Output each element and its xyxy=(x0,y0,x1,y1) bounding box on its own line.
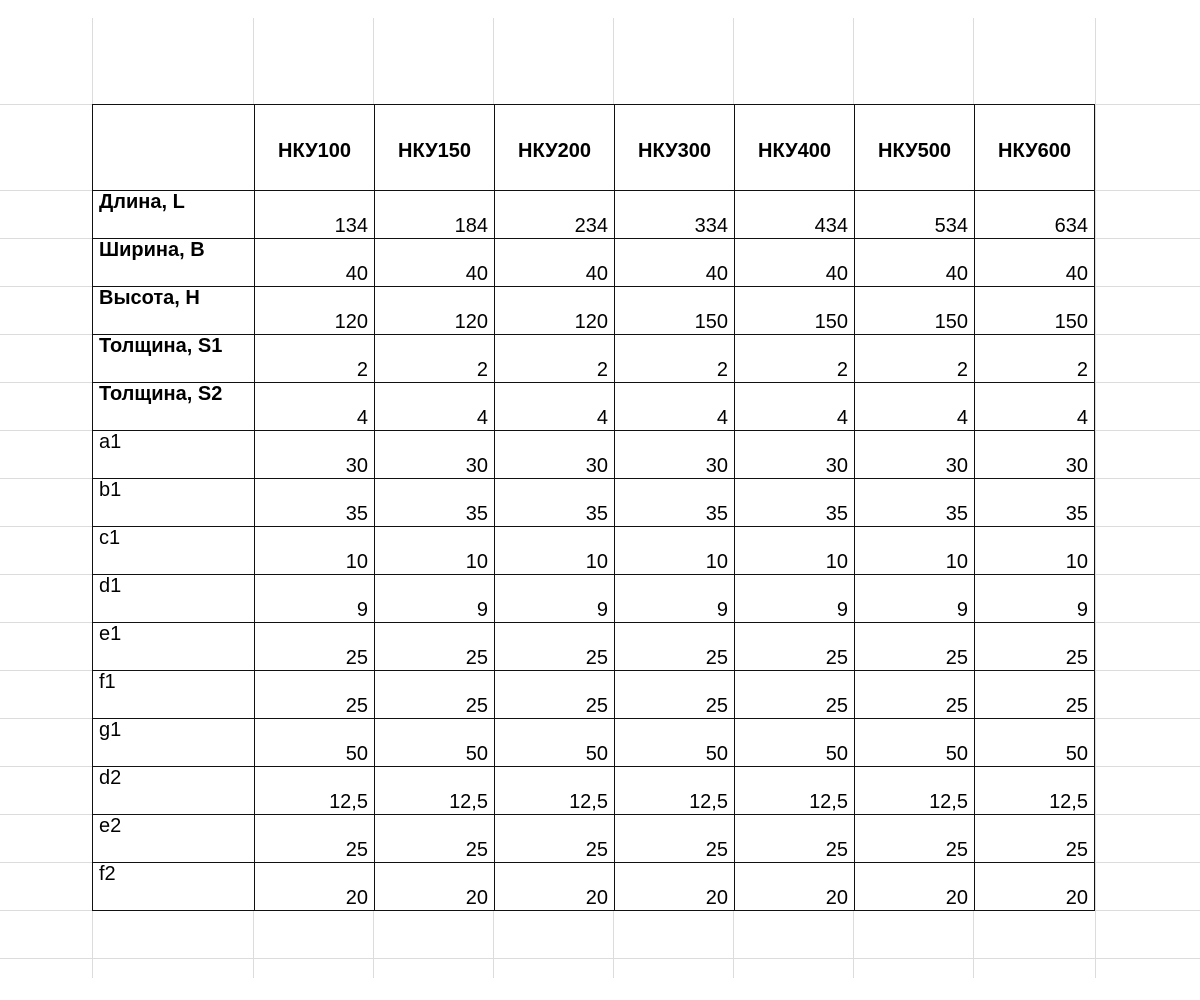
value-cell[interactable]: 40 xyxy=(615,239,735,287)
value-cell[interactable]: 25 xyxy=(615,623,735,671)
value-cell[interactable]: 50 xyxy=(495,719,615,767)
column-header[interactable]: НКУ200 xyxy=(495,105,615,191)
value-cell[interactable]: 25 xyxy=(255,623,375,671)
row-label-cell[interactable]: f2 xyxy=(93,863,255,911)
table-row xyxy=(93,191,1095,239)
value-cell[interactable]: 134 xyxy=(255,191,375,239)
value-cell[interactable]: 25 xyxy=(735,623,855,671)
value-cell[interactable]: 25 xyxy=(855,671,975,719)
value-cell[interactable]: 35 xyxy=(855,479,975,527)
value-cell[interactable]: 9 xyxy=(855,575,975,623)
value-cell[interactable]: 35 xyxy=(615,479,735,527)
value-cell[interactable]: 35 xyxy=(495,479,615,527)
value-cell[interactable]: 30 xyxy=(975,431,1095,479)
table-row xyxy=(93,527,1095,575)
table-row xyxy=(93,719,1095,767)
table-row xyxy=(93,431,1095,479)
value-cell[interactable]: 9 xyxy=(375,575,495,623)
row-label-cell[interactable]: Высота, H xyxy=(93,287,255,335)
value-cell[interactable]: 25 xyxy=(735,815,855,863)
value-cell[interactable]: 9 xyxy=(255,575,375,623)
value-cell[interactable]: 35 xyxy=(375,479,495,527)
value-cell[interactable]: 50 xyxy=(615,719,735,767)
table-row xyxy=(93,383,1095,431)
table-row xyxy=(93,623,1095,671)
value-cell[interactable]: 2 xyxy=(735,335,855,383)
value-cell[interactable]: 20 xyxy=(375,863,495,911)
value-cell[interactable]: 25 xyxy=(495,623,615,671)
gridline xyxy=(0,958,1200,959)
value-cell[interactable]: 40 xyxy=(735,239,855,287)
value-cell[interactable]: 25 xyxy=(855,815,975,863)
corner-cell[interactable] xyxy=(93,105,255,191)
value-cell[interactable]: 20 xyxy=(255,863,375,911)
value-cell[interactable]: 20 xyxy=(495,863,615,911)
value-cell[interactable]: 12,5 xyxy=(255,767,375,815)
row-label-cell[interactable]: e2 xyxy=(93,815,255,863)
table-row xyxy=(93,239,1095,287)
row-label-cell[interactable]: d1 xyxy=(93,575,255,623)
row-label-cell[interactable]: Ширина, B xyxy=(93,239,255,287)
value-cell[interactable]: 25 xyxy=(975,623,1095,671)
value-cell[interactable]: 25 xyxy=(375,623,495,671)
value-cell[interactable]: 2 xyxy=(615,335,735,383)
value-cell[interactable]: 120 xyxy=(255,287,375,335)
value-cell[interactable]: 35 xyxy=(735,479,855,527)
value-cell[interactable]: 150 xyxy=(735,287,855,335)
value-cell[interactable]: 234 xyxy=(495,191,615,239)
value-cell[interactable]: 25 xyxy=(975,815,1095,863)
value-cell[interactable]: 12,5 xyxy=(615,767,735,815)
value-cell[interactable]: 10 xyxy=(855,527,975,575)
row-label-cell[interactable]: a1 xyxy=(93,431,255,479)
value-cell[interactable]: 4 xyxy=(735,383,855,431)
value-cell[interactable]: 4 xyxy=(495,383,615,431)
value-cell[interactable]: 40 xyxy=(975,239,1095,287)
value-cell[interactable]: 25 xyxy=(855,623,975,671)
value-cell[interactable]: 4 xyxy=(975,383,1095,431)
value-cell[interactable]: 4 xyxy=(855,383,975,431)
row-label-cell[interactable]: Толщина, S1 xyxy=(93,335,255,383)
value-cell[interactable]: 9 xyxy=(615,575,735,623)
value-cell[interactable]: 40 xyxy=(255,239,375,287)
column-header[interactable]: НКУ100 xyxy=(255,105,375,191)
value-cell[interactable]: 4 xyxy=(375,383,495,431)
value-cell[interactable]: 10 xyxy=(255,527,375,575)
value-cell[interactable]: 534 xyxy=(855,191,975,239)
row-label-cell[interactable]: Длина, L xyxy=(93,191,255,239)
value-cell[interactable]: 120 xyxy=(375,287,495,335)
value-cell[interactable]: 10 xyxy=(495,527,615,575)
value-cell[interactable]: 12,5 xyxy=(855,767,975,815)
spec-table xyxy=(92,104,1095,911)
value-cell[interactable]: 50 xyxy=(735,719,855,767)
value-cell[interactable]: 25 xyxy=(375,815,495,863)
value-cell[interactable]: 2 xyxy=(975,335,1095,383)
row-label-cell[interactable]: g1 xyxy=(93,719,255,767)
value-cell[interactable]: 12,5 xyxy=(735,767,855,815)
value-cell[interactable]: 35 xyxy=(255,479,375,527)
table-row xyxy=(93,671,1095,719)
value-cell[interactable]: 2 xyxy=(375,335,495,383)
value-cell[interactable]: 40 xyxy=(375,239,495,287)
table-row xyxy=(93,287,1095,335)
value-cell[interactable]: 25 xyxy=(255,815,375,863)
value-cell[interactable]: 150 xyxy=(975,287,1095,335)
value-cell[interactable]: 30 xyxy=(855,431,975,479)
value-cell[interactable]: 2 xyxy=(495,335,615,383)
value-cell[interactable]: 9 xyxy=(495,575,615,623)
value-cell[interactable]: 9 xyxy=(735,575,855,623)
value-cell[interactable]: 12,5 xyxy=(495,767,615,815)
value-cell[interactable]: 30 xyxy=(735,431,855,479)
value-cell[interactable]: 2 xyxy=(855,335,975,383)
value-cell[interactable]: 20 xyxy=(855,863,975,911)
value-cell[interactable]: 4 xyxy=(615,383,735,431)
value-cell[interactable]: 35 xyxy=(975,479,1095,527)
value-cell[interactable]: 2 xyxy=(255,335,375,383)
value-cell[interactable]: 25 xyxy=(375,671,495,719)
table-row xyxy=(93,479,1095,527)
value-cell[interactable]: 12,5 xyxy=(375,767,495,815)
value-cell[interactable]: 10 xyxy=(375,527,495,575)
value-cell[interactable]: 120 xyxy=(495,287,615,335)
value-cell[interactable]: 50 xyxy=(975,719,1095,767)
value-cell[interactable]: 10 xyxy=(975,527,1095,575)
column-header[interactable]: НКУ500 xyxy=(855,105,975,191)
value-cell[interactable]: 30 xyxy=(615,431,735,479)
column-header[interactable]: НКУ400 xyxy=(735,105,855,191)
value-cell[interactable]: 30 xyxy=(375,431,495,479)
value-cell[interactable]: 10 xyxy=(735,527,855,575)
value-cell[interactable]: 20 xyxy=(615,863,735,911)
value-cell[interactable]: 50 xyxy=(255,719,375,767)
table-row xyxy=(93,815,1095,863)
value-cell[interactable]: 30 xyxy=(255,431,375,479)
value-cell[interactable]: 10 xyxy=(615,527,735,575)
header-row xyxy=(93,105,1095,191)
value-cell[interactable]: 184 xyxy=(375,191,495,239)
value-cell[interactable]: 25 xyxy=(495,671,615,719)
value-cell[interactable]: 40 xyxy=(495,239,615,287)
value-cell[interactable]: 12,5 xyxy=(975,767,1095,815)
value-cell[interactable]: 25 xyxy=(975,671,1095,719)
row-label-cell[interactable]: d2 xyxy=(93,767,255,815)
value-cell[interactable]: 50 xyxy=(375,719,495,767)
value-cell[interactable]: 150 xyxy=(615,287,735,335)
column-header[interactable]: НКУ300 xyxy=(615,105,735,191)
row-label-cell[interactable]: b1 xyxy=(93,479,255,527)
value-cell[interactable]: 40 xyxy=(855,239,975,287)
value-cell[interactable]: 20 xyxy=(975,863,1095,911)
value-cell[interactable]: 25 xyxy=(255,671,375,719)
value-cell[interactable]: 4 xyxy=(255,383,375,431)
row-label-cell[interactable]: Толщина, S2 xyxy=(93,383,255,431)
table-row xyxy=(93,575,1095,623)
row-label-cell[interactable]: c1 xyxy=(93,527,255,575)
value-cell[interactable]: 25 xyxy=(735,671,855,719)
value-cell[interactable]: 50 xyxy=(855,719,975,767)
gridline xyxy=(1095,18,1096,978)
value-cell[interactable]: 9 xyxy=(975,575,1095,623)
row-label-cell[interactable]: f1 xyxy=(93,671,255,719)
table-row xyxy=(93,767,1095,815)
value-cell[interactable]: 20 xyxy=(735,863,855,911)
value-cell[interactable]: 434 xyxy=(735,191,855,239)
value-cell[interactable]: 25 xyxy=(615,815,735,863)
table-row xyxy=(93,335,1095,383)
table-row xyxy=(93,863,1095,911)
value-cell[interactable]: 150 xyxy=(855,287,975,335)
column-header[interactable]: НКУ150 xyxy=(375,105,495,191)
value-cell[interactable]: 634 xyxy=(975,191,1095,239)
value-cell[interactable]: 30 xyxy=(495,431,615,479)
row-label-cell[interactable]: e1 xyxy=(93,623,255,671)
column-header[interactable]: НКУ600 xyxy=(975,105,1095,191)
value-cell[interactable]: 25 xyxy=(615,671,735,719)
value-cell[interactable]: 334 xyxy=(615,191,735,239)
value-cell[interactable]: 25 xyxy=(495,815,615,863)
